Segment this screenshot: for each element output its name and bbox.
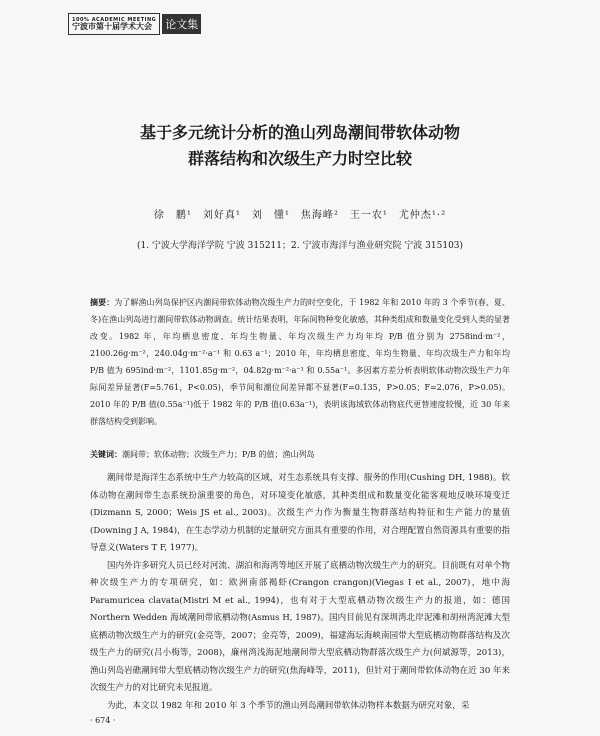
body-paragraph-1: 潮间带是海洋生态系统中生产力较高的区域，对生态系统具有支撑、服务的作用(Cushing DH, 1988)。软体动物在潮间带生态系统扮演重要的角色，对环境变化敏感，其种类组成和数量变化能客观地反映环境变迁(Dizmann S, 2000；Weis JS et al., 2003)。次级生产力作为衡量生物群落结构特征和生产能力的量值(Downing J A, 1984)，在生态学动力机制的定量研究方面具有重要的作用，对合理配置自然资源具有重要的指导意义(Waters T F, 1977)。 [90,473,510,553]
conference-logo [68,13,160,35]
abstract [90,294,510,430]
keywords-text: 潮间带；软体动物；次级生产力；P/B 的值；渔山列岛 [122,450,315,459]
proceedings-header [68,12,201,36]
body-text [90,470,510,715]
author-list: 徐 鹏¹ 刘好真¹ 刘 懂¹ 焦海峰² 王一农¹ 尤仲杰¹·² [153,210,447,221]
title-line-2: 群落结构和次级生产力时空比较 [187,149,412,168]
affiliation: (1. 宁波大学海洋学院 宁波 315211；2. 宁波市海洋与渔业研究院 宁波 315103) [136,241,464,251]
body-paragraph-2: 国内外许多研究人员已经对河流、湖泊和海湾等地区开展了底栖动物次级生产力的研究。目前既有对单个物种次级生产力的专项研究，如：欧洲南部褐虾(Crangon crangon)(Viegas I et al., 2007)，地中海 Paramuricea clavata(Mistri M et al., 1994)，也有对于大型底栖动物次级生产力的报道，如：德国 Northern Wedden 海域潮间带底栖动物(Asmus H, 1987)。国内目前见有深圳湾北岸泥滩和胡州湾泥滩大型底栖动物次级生产力的研究(金亮等，2007；金亮等，2009)，福建海坛海峡南园带大型底栖动物群落结构及次级生产力的研究(吕小梅等，2008)，廉州湾浅海泥地潮间带大型底栖动物群落次级生产力(何斌源等，2013)，渔山列岛岩礁潮间带大型底栖动物次级生产力的研究(焦海峰等，2011)，但针对于潮间带软体动物在近 30 年来次级生产力的对比研究未见报道。 [90,560,510,693]
keywords-label: 关键词： [90,449,122,459]
paper-title [0,120,600,172]
proceedings-tag: 论文集 [162,14,201,34]
keywords [90,446,510,463]
body-paragraph-3: 为此，本文以 1982 年和 2010 年 3 个季节的渔山列岛潮间带软体动物样本数据为研究对象，采 [107,700,470,711]
logo-english-text: 100% ACADEMIC MEETING [72,16,157,23]
abstract-label: 摘要： [90,297,115,307]
page-number: · 674 · [90,716,116,725]
title-line-1: 基于多元统计分析的渔山列岛潮间带软体动物 [139,123,460,142]
logo-chinese-text: 宁波市第十届学术大会 [72,21,152,31]
abstract-text: 为了解渔山列岛保护区内潮间带软体动物次级生产力的时空变化，于 1982 年和 2010 年的 3 个季节(春、夏、冬)在渔山列岛进行潮间带软体动物调查。统计结果表明，年际间物种变化敏感，其种类组成和数量变化受到人类的显著改变。1982 年，年均栖息密度、年均生物量、年均次级生产力均年均 P/B 值分别为 2758ind·m⁻²，2100.26g·m⁻²，240.04g·m⁻²·a⁻¹ 和 0.63 a⁻¹；2010 年，年均栖息密度、年均生物量、年均次级生产力和年均 P/B 值为 695ind·m⁻²，1101.85g·m⁻²，04.82g·m⁻²·a⁻¹ 和 0.55a⁻¹。多因素方差分析表明软体动物次级生产力年际间差异显著(F=5.761，P<0.05)，季节间和潮位间差异都不显著(F=0.135，P>0.05；F=2.076，P>0.05)。2010 年的 P/B 值(0.55a⁻¹)低于 1982 年的 P/B 值(0.63a⁻¹)，表明该海域软体动物底代更替速度较慢，近 30 年来群落结构受到影响。 [90,298,511,426]
